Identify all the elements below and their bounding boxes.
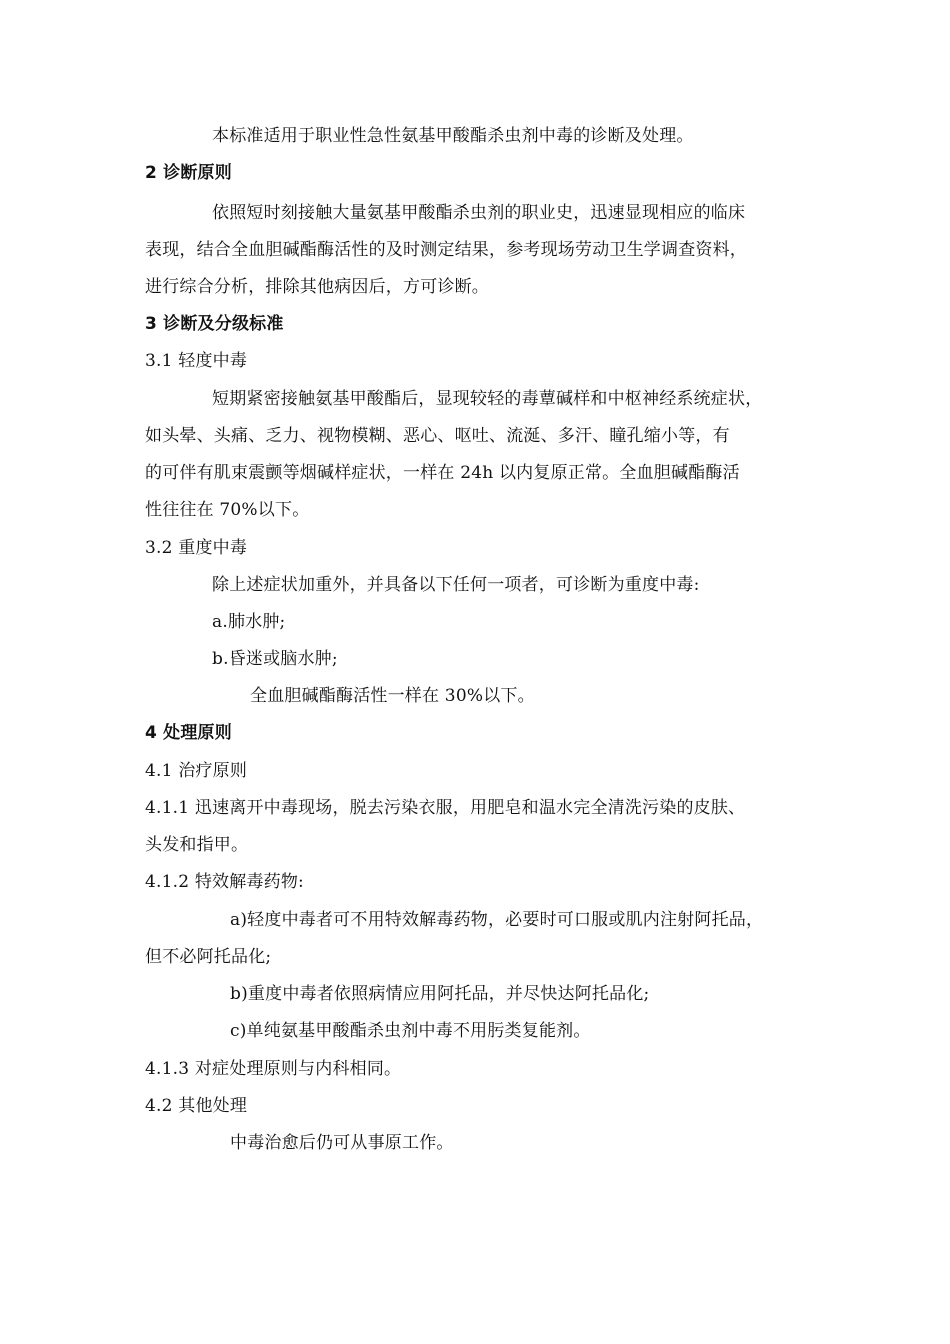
paragraph-line: 性往往在 70%以下。 — [145, 500, 310, 520]
paragraph-line: 短期紧密接触氨基甲酸酯后，显现较轻的毒蕈碱样和中枢神经系统症状， — [212, 389, 763, 409]
subsection-heading-4-2: 4.2 其他处理 — [145, 1096, 248, 1116]
paragraph-line: 但不必阿托品化; — [145, 947, 272, 967]
section-heading-4: 4 处理原则 — [145, 723, 232, 743]
list-item: c)单纯氨基甲酸酯杀虫剂中毒不用肟类复能剂。 — [230, 1021, 591, 1041]
subsection-heading-4-1-2: 4.1.2 特效解毒药物: — [145, 872, 304, 892]
paragraph-line: 中毒治愈后仍可从事原工作。 — [230, 1133, 454, 1153]
subsection-heading-3-2: 3.2 重度中毒 — [145, 538, 248, 558]
list-item: b.昏迷或脑水肿; — [212, 649, 338, 669]
section-heading-3: 3 诊断及分级标准 — [145, 314, 284, 334]
paragraph-line: 全血胆碱酯酶活性一样在 30%以下。 — [250, 686, 535, 706]
paragraph-line: 4.1.1 迅速离开中毒现场，脱去污染衣服，用肥皂和温水完全清洗污染的皮肤、 — [145, 798, 746, 818]
list-item: a.肺水肿; — [212, 612, 286, 632]
list-item: a)轻度中毒者可不用特效解毒药物，必要时可口服或肌内注射阿托品， — [230, 910, 764, 930]
paragraph-line: 依照短时刻接触大量氨基甲酸酯杀虫剂的职业史，迅速显现相应的临床 — [212, 203, 746, 223]
paragraph-line: 4.1.3 对症处理原则与内科相同。 — [145, 1059, 402, 1079]
list-item: b)重度中毒者依照病情应用阿托品，并尽快达阿托品化; — [230, 984, 650, 1004]
paragraph-line: 如头晕、头痛、乏力、视物模糊、恶心、呕吐、流涎、多汗、瞳孔缩小等，有 — [145, 426, 730, 446]
paragraph-line: 除上述症状加重外，并具备以下任何一项者，可诊断为重度中毒: — [212, 575, 700, 595]
paragraph-line: 表现，结合全血胆碱酯酶活性的及时测定结果，参考现场劳动卫生学调查资料， — [145, 240, 747, 260]
subsection-heading-3-1: 3.1 轻度中毒 — [145, 351, 248, 371]
paragraph-line: 进行综合分析，排除其他病因后，方可诊断。 — [145, 277, 489, 297]
subsection-heading-4-1: 4.1 治疗原则 — [145, 761, 248, 781]
paragraph-line: 头发和指甲。 — [145, 835, 249, 855]
paragraph-line: 的可伴有肌束震颤等烟碱样症状，一样在 24h 以内复原正常。全血胆碱酯酶活 — [145, 463, 740, 483]
section-heading-2: 2 诊断原则 — [145, 163, 232, 183]
intro-paragraph: 本标准适用于职业性急性氨基甲酸酯杀虫剂中毒的诊断及处理。 — [212, 126, 694, 146]
